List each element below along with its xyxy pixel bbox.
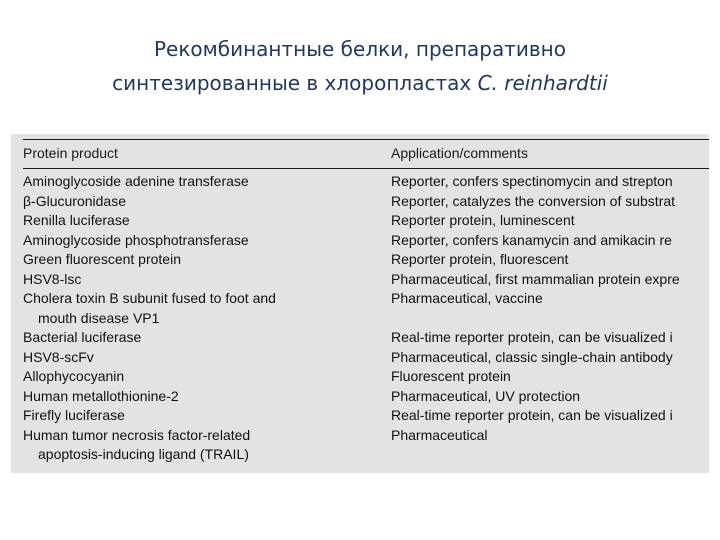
protein-table bbox=[11, 134, 709, 473]
protein-product-cell-continued: apoptosis-inducing ligand (TRAIL) bbox=[38, 446, 249, 462]
title-line-2 bbox=[0, 66, 720, 100]
application-cell: Real-time reporter protein, can be visualized i bbox=[391, 329, 673, 345]
protein-product-cell: Human tumor necrosis factor-related bbox=[23, 426, 251, 443]
application-cell: Reporter protein, luminescent bbox=[391, 212, 575, 228]
application-cell: Reporter protein, fluorescent bbox=[391, 251, 569, 267]
application-cell: Reporter, confers spectinomycin and strepton bbox=[391, 173, 673, 189]
protein-product-cell: Allophycocyanin bbox=[23, 368, 125, 384]
protein-product-cell-continued: mouth disease VP1 bbox=[38, 309, 160, 326]
title-line-1: Рекомбинантные белки, препаративно bbox=[153, 37, 566, 61]
protein-product-cell: HSV8-lsc bbox=[23, 270, 82, 287]
application-cell: Pharmaceutical, UV protection bbox=[391, 387, 581, 404]
application-cell: Pharmaceutical, vaccine bbox=[391, 290, 543, 306]
application-cell: Fluorescent protein bbox=[391, 368, 511, 384]
application-cell: Reporter, confers kanamycin and amikacin re bbox=[391, 231, 672, 248]
application-cell: Pharmaceutical, classic single-chain antibody bbox=[391, 348, 673, 365]
protein-product-cell: Bacterial luciferase bbox=[23, 329, 142, 345]
application-cell: Real-time reporter protein, can be visualized i bbox=[391, 407, 673, 423]
species-name: C. reinhardtii bbox=[477, 71, 608, 95]
protein-product-cell: Human metallothionine-2 bbox=[23, 387, 179, 404]
protein-product-cell: Aminoglycoside adenine transferase bbox=[23, 173, 249, 189]
header-protein-product: Protein product bbox=[23, 145, 118, 161]
protein-product-cell: Green fluorescent protein bbox=[23, 251, 181, 267]
application-cell: Reporter, catalyzes the conversion of substrat bbox=[391, 192, 676, 209]
header-rule bbox=[23, 168, 709, 169]
protein-product-cell: HSV8-scFv bbox=[23, 348, 94, 365]
protein-product-cell: Firefly luciferase bbox=[23, 407, 125, 423]
application-cell: Pharmaceutical bbox=[391, 426, 488, 443]
slide-title bbox=[0, 32, 720, 100]
protein-product-cell: Renilla luciferase bbox=[23, 212, 130, 228]
protein-product-cell: Cholera toxin B subunit fused to foot and bbox=[23, 290, 276, 306]
header-application-comments: Application/comments bbox=[391, 145, 528, 161]
application-cell: Pharmaceutical, first mammalian protein expre bbox=[391, 270, 680, 287]
protein-product-cell: Aminoglycoside phosphotransferase bbox=[23, 231, 249, 248]
title-line-2-text: синтезированные в хлоропластах bbox=[112, 71, 478, 95]
protein-product-cell: β-Glucuronidase bbox=[23, 192, 126, 209]
table-top-rule bbox=[23, 139, 709, 140]
